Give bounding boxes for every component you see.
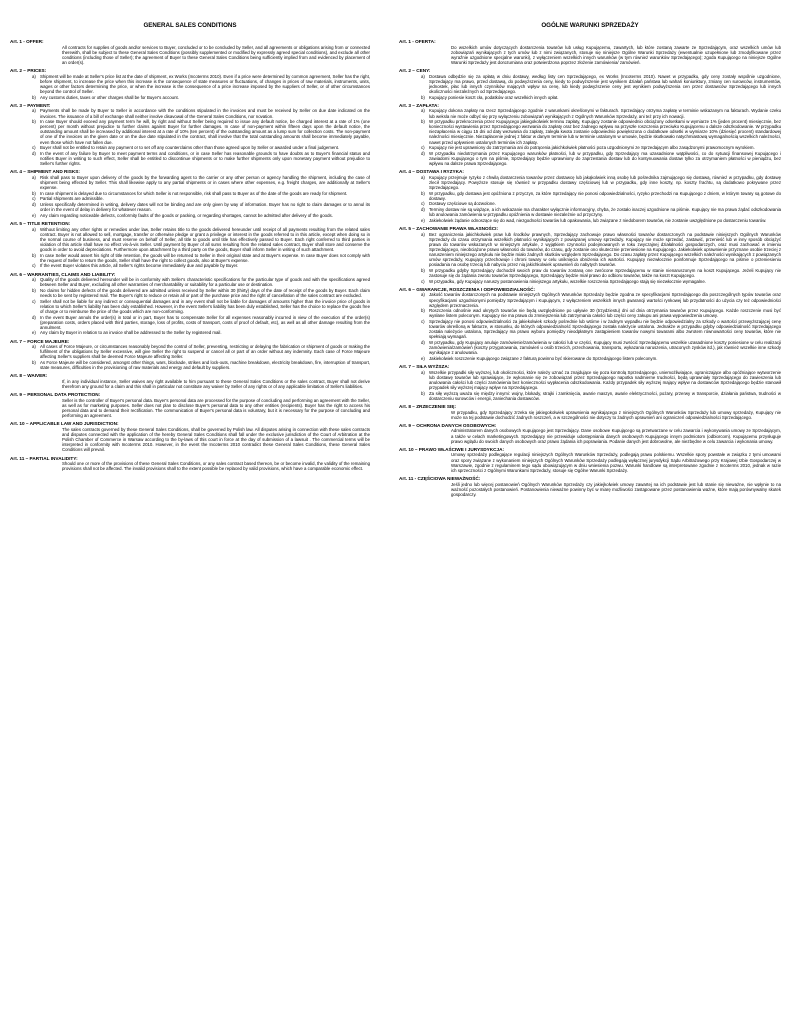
clause-text: Buyer shall not be entitled to retain any payment or to set off any counterclaims other than those agreed upon by Seller or awarded under a final judgement.: [40, 145, 340, 151]
article-8: [399, 404, 781, 420]
clause-text: Jakiekolwiek roszczenie Kupującego związane z fakturą powinno być skierowane do Sprzedającego listem poleconym.: [429, 355, 658, 361]
article-clause: [399, 175, 781, 190]
clause-label: c): [421, 201, 425, 207]
article-heading: Art. 2 – PRICES:: [10, 68, 47, 74]
clause-label: b): [421, 119, 425, 125]
article-heading: Art. 6 – WARRANTIES, CLAIMS AND LIABILITY:: [10, 271, 116, 277]
clause-label: d): [421, 207, 425, 213]
clause-text: Kupujący dokona zapłaty na rzecz Sprzedającego zgodnie z warunkami określonymi w fakturach. Sprzedający otrzyma zapłatę w terminie wskazanym na fakturach. Wydanie czeku lub weksla nie może odbyć się przy wyłączeniu zobowiązań wynikających z Ogólnych Warunków Sprzedaży, ani też przy ich nowacji.: [429, 108, 781, 119]
article-clause: [399, 308, 781, 318]
article-9: [10, 392, 370, 418]
article-9: [399, 423, 781, 444]
article-heading: Art. 9 – PERSONAL DATA PROTECTION:: [10, 392, 101, 398]
article-clause: [399, 292, 781, 307]
article-7: [399, 364, 781, 401]
clause-label: c): [32, 196, 36, 202]
clause-text: Any claim regarding noticeable defects, conformity faults of the goods or packing, or regarding shortages, cannot be admitted after delivery of the goods.: [40, 212, 333, 218]
clause-text: All cases of Force Majeure, or circumstances reasonably beyond the control of Seller, preventing, restricting or delaying the fabrication or shipment of goods or making the fulfilment of the obligations by Seller excessive, will give Seller the right to suspend or cancel all or part of an order without any indemnity. Each case of Force Majeure affecting Seller's suppliers shall be deemed Force Majeure affecting Seller.: [40, 344, 370, 360]
article-clause: [399, 74, 781, 94]
article-paragraph: The sales contracts governed by these General Sales Conditions, shall be governed by Polish law. All disputes arising in connection with these sales contracts and disputes connected with the application of the hereby General Sales Conditions shall fall under the exclusive jurisdiction of the Court of Arbitration at the Polish Chamber of Commerce in Warsaw according to the by-laws of this court in force at the day of submission of a lawsuit . The commercial terms will be interpreted in conformity with Incoterms 2010. However, in the event the Incoterms 2010 contradict these General Sales Conditions, these General Sales Conditions will prevail.: [62, 427, 370, 453]
clause-label: e): [32, 212, 36, 218]
article-clause: [10, 74, 370, 94]
polish-column: [399, 22, 781, 500]
clause-text: Payments shall be made by Buyer to Seller in accordance with the conditions stipulated in the invoices and must be received by Seller on due date indicated on the invoices. The issuance of a bill of exchange shall neither involve disavowal of the General Sales Conditions, nor novation.: [40, 108, 370, 119]
article-4: [10, 169, 370, 218]
clause-text: Wszelkie przypadki siły wyższej, lub okoliczności, które należy uznać za znajdujące się poza kontrolą Sprzedającego, uniemożliwiające, ograniczające albo opóźniające wytworzenie lub dostawę towarów lub sprawiające, że wykonanie się ze zobowiązań przez Sprzedającego napotka nadmierne trudności, będą uprawniały Sprzedającego do zawieszenia lub anulowania całości lub części zamówienia bez konieczności wypłacenia odszkodowania. Każdy przypadek siły wyższej mający wpływ na dostawców Sprzedającego będzie stanowił przypadek siły wyższej mający wpływ na Sprzedającego.: [429, 369, 781, 390]
article-clause: [10, 196, 370, 201]
article-clause: [399, 279, 781, 284]
clause-text: W przypadku, gdy Kupujący naruszy postanowienia niniejszego artykułu, wszelkie roszczenia Sprzedającego stają się niezwłocznie wymagalne.: [429, 278, 706, 284]
clause-label: a): [32, 226, 36, 232]
article-clause: [10, 95, 370, 100]
clause-label: a): [421, 231, 425, 237]
article-paragraph: Jeśli jedno lub więcej postanowień Ogólnych Warunków Sprzedaży czy jakiejkolwiek umowy zawartej na ich podstawie jest lub stanie się nieważne, nie wpłynie to na ważność pozostałych postanowień. Postanowienia nieważne powinny być w miarę możliwości zastąpowane przez postanowienia ważne, które mają porównywalny skutek gospodarczy.: [451, 481, 781, 497]
article-heading: Art. 5 – ZACHOWANIE PRAWA WŁASNOŚCI:: [399, 226, 499, 232]
clause-label: e): [32, 330, 36, 336]
article-clause: [399, 119, 781, 144]
clause-text: Kupujący nie jest uprawniony do zatrzymania ani do potrącenia jakichkolwiek płatności poza uzgodnionymi ze Sprzedającym albo zasądzonymi prawomocnym wyrokiem.: [429, 145, 755, 151]
article-11: [10, 456, 370, 472]
article-clause: [10, 299, 370, 314]
article-clause: [399, 268, 781, 278]
clause-text: Kupujący przejmuje ryzyko z chwilą dostarczenia towarów przez dostawcę lub jakąkolwiek inną osobę lub pośrednika zajmującego się dostawą, również w przypadku, gdy dostawę zlecił Sprzedający. Powyższe stosuje się również w przypadku dostawy częściowej lub w przypadku, gdy inne koszty, np. koszty frachtu, są dodatkowo pokrywane przez Sprzedającego.: [429, 174, 781, 191]
clause-text: Terminy dostaw nie są wiążące, a ich wskazanie ma charakter wyłącznie informacyjny, chyba, że zostało inaczej uzgodnione na piśmie. Kupujący nie ma prawa żądać odszkodowania lub anulowania zamówienia w przypadku opóźnienia w dostawie niezależnie od przyczyny.: [429, 207, 781, 218]
clause-text: Any claim by Buyer in relation to an invoice shall be addressed to the Seller by registered mail.: [40, 330, 222, 336]
article-heading: Art. 3 – PAYMENT:: [10, 102, 51, 108]
article-clause: [399, 95, 781, 100]
clause-label: c): [421, 278, 425, 284]
article-paragraph: All contracts for supplies of goods and/or services to Buyer, concluded or to be concluded by Seller, and all agreements or obligations arising from or connected therewith, shall be subject to these General Sales Conditions (possibly supplemented or modified by expressly agreed special conditions), and exclude all other conditions (including those of Seller); the agreement of Buyer to these General Sales Conditions being sufficiently implied from and evidenced by placement of an order(s).: [62, 44, 370, 65]
clause-label: b): [32, 360, 36, 366]
clause-label: a): [32, 73, 36, 79]
clause-text: W przypadku gdyby Sprzedający dochodził swoich praw do towarów zostaną one zwrócone Sprzedającemu w stanie nienaruszonym na koszt Kupującego. Jeżeli Kupujący nie zastosuje się do żądania zwrotu towarów Sprzedającego, Sprzedający będzie miał prawo do odbioru towarów, także na koszt Kupującego.: [429, 267, 781, 278]
article-3: [10, 103, 370, 166]
article-clause: [399, 319, 781, 339]
article-heading: Art. 4 – DOSTAWA I RYZYKA:: [399, 169, 464, 175]
clause-text: Bez ograniczenia jakichkolwiek praw lub środków prawnych, Sprzedający zachowuje prawo własności towarów dostarczonych na podstawie niniejszych Ogólnych Warunków Sprzedaży do czasu otrzymania wszelkich płatności wynikających z powiązanej umowy sprzedaży. Kupujący nie może sprzedać, zastawić, przenieść lub w inny sposób obciążyć prawa do towarów wskazanych w niniejszym artykule, z wyjątkiem czynności podejmowanych w toku zwyczajnej działalności gospodarczych, oraz musi zachować w imieniu Sprzedającego, nieobciążone prawo własności do towarów, do czasu, gdy zostanie ono skutecznie przeniesione na Kupującego. Jakiekolwiek uprawnienie przyznane osobie trzeciej z naruszeniem niniejszego artykułu nie będzie miało żadnych skutków względem Sprzedającego. Do czasu zapłaty przez Kupującego wszelkich należności wynikających z powiązanych umów sprzedaży, Kupujący przechowuje i chroni towary w celu uniknięcia obniżenia ich wartości. Kupujący niezwłocznie poinformuje Sprzedającego na piśmie o przeniesieniu posiadania na osobę trzecią lub nabyciu przez nią jakichkolwiek uprawnień do nabytych towarów.: [429, 231, 781, 268]
article-clause: [399, 151, 781, 166]
clause-label: d): [32, 314, 36, 320]
article-clause: [10, 315, 370, 330]
clause-text: Shipment will be made at Seller's price list at the date of shipment, ex Works (Incoterms 2010). Even if a price were determined by common agreement, Seller has the right, before shipment, to increase the price when this increase is the consequence of state measures or fluctuations, of changes in prices of raw materials, instruments, units, wages or other factors determining the price, or when the increase is the consequence of a price increase imposed by the suppliers of Seller, or of other circumstances beyond the control of Seller.: [40, 73, 370, 94]
article-clause: [399, 191, 781, 201]
clause-text: In case shipment is delayed due to circumstances for which Seller is not responsible, risk shall pass to Buyer as of the date of the goods are ready for shipment.: [40, 190, 348, 196]
article-clause: [399, 391, 781, 401]
article-paragraph: Seller is the controller of Buyer's personal data. Buyer's personal data are processed for the purpose of concluding and performing an agreement with the Seller, as well as for marketing purposes. Seller does not plan to disclose Buyer's personal data to any other entities (recipients). Buyer has the right to access his personal data and to demand their rectification. The communication of Buyer's personal data is voluntary, but it is necessary for the purpose of concluding and performing an agreement.: [62, 397, 370, 419]
article-paragraph: W przypadku, gdy Sprzedający zrzeka się jakiegokolwiek uprawnienia wynikającego z niniejszych Ogólnych Warunków Sprzedaży lub umowy sprzedaży, Kupujący nie może na tej podstawie dochodzić żadnych roszczeń, a w szczególności nie dotyczy to żadnych uprawnień ani ograniczeń odpowiedzialności Sprzedającego.: [451, 409, 781, 420]
clause-text: W przypadku, gdy dostawa jest opóźniona z przyczyn, za które Sprzedający nie ponosi odpowiedzialności, ryzyko przechodzi na Kupującego z dniem, w którym towary są gotowe do dostawy.: [429, 190, 781, 201]
article-clause: [10, 119, 370, 144]
article-heading: Art. 6 – GWARANCJE, ROSZCZENIA I ODPOWIEDZIALNOŚĆ:: [399, 286, 536, 292]
article-heading: Art. 11 – PARTIAL INVALIDITY:: [10, 455, 78, 461]
article-heading: Art. 4 – SHIPMENT AND RISKS:: [10, 169, 80, 175]
clause-text: In the event Buyer annuls the order(s) in total or in part, Buyer has to compensate Seller for all expenses reasonably incurred in view of the execution of the order(s) (preparation costs, orders placed with third parties, storage, loss of profits, costs of transport, costs of proof of default, etc), as well as all other damage resulting from the annulment.: [40, 314, 370, 330]
clause-text: Kupujący poniesie koszt cła, podatków oraz wszelkich innych opłat.: [429, 94, 559, 100]
article-8: [10, 373, 370, 389]
article-clause: [10, 288, 370, 298]
polish-title: OGÓLNE WARUNKI SPRZEDAŻY: [541, 22, 639, 29]
clause-text: Without limiting any other rights or remedies under law, Seller retains title to the goods delivered hereunder until receipt of all payments resulting from the related sales contract. Buyer is not allowed to sell, mortgage, transfer or otherwise pledge or grant a privilege or interest in the goods referred to in this article, except when doing so in the normal course of business, and must reserve on behalf of Seller, all title to goods until title has effectively passed to Buyer. Each right conferred to third parties in violation of this article shall have no effect vis-à-vis Seller. Until payment by Buyer of all sums resulting from the related sales contract, Buyer shall store and conserve the goods in order to avoid depreciations. Furthermore upon attachment by a third party on the goods, Buyer shall inform Seller in writing of such attachment.: [40, 226, 370, 252]
article-heading: Art. 1 - OFERTA:: [399, 39, 436, 44]
clause-text: As Force Majeure will be considered, amongst other things, wars, blockade, strikes and lock-outs, machine breakdown, electricity breakdown, fire, interruption of transport, state measures, difficulties in the provisioning of raw materials and energy and default by suppliers.: [40, 360, 370, 371]
article-clause: [399, 356, 781, 361]
article-heading: Art. 8 – WAIVER:: [10, 373, 48, 379]
clause-label: c): [421, 319, 425, 325]
article-6: [10, 272, 370, 336]
article-clause: [10, 213, 370, 218]
article-heading: Art. 9 – OCHRONA DANYCH OSOBOWYCH:: [399, 422, 497, 428]
article-clause: [10, 330, 370, 335]
clause-label: d): [32, 202, 36, 208]
clause-text: Dostawy częściowe są dozwolone.: [429, 201, 496, 207]
article-paragraph: Administratorem danych osobowych Kupującego jest Sprzedający. Dane osobowe Kupującego są przetwarzane w celu zawarcia i wykonywania umowy ze Sprzedającym, a także w celach marketingowych. Sprzedający nie przewiduje udostępniania danych osobowych Kupującego innym podmiotom (odbiorcom). Kupującemu przysługuje prawo wglądu do swoich danych osobowych oraz prawo żądania ich poprawiania. Podanie danych jest dobrowolne, ale niezbędne w celu zawarcia i wykonania umowy.: [451, 428, 781, 444]
article-heading: Art. 7 – FORCE MAJEURE:: [10, 338, 70, 344]
clause-label: b): [421, 190, 425, 196]
clause-label: b): [421, 267, 425, 273]
article-paragraph: Do wszelkich umów dotyczących dostarczenia towarów lub usług Kupującemu, zawartych, lub które zostaną zawarte ze Sprzedającym, oraz wszelkich umów lub zobowiązań wynikających z tych umów lub z nimi związanych, stosuje się niniejsze Ogólne Warunki Sprzedaży (ewentualnie uzupełnione lub zmodyfikowane przez wyraźnie uzgodnione specjalne warunki), z wyłączeniem wszelkich innych warunków (w tym również warunków Sprzedającego); zgoda Kupującego na niniejsze Ogólne Warunki Sprzedaży jest dorozumiana oraz potwierdzona poprzez złożenie zamówienia/ zamówień.: [451, 44, 781, 65]
clause-label: c): [32, 298, 36, 304]
article-clause: [399, 207, 781, 217]
clause-text: Risk shall pass to Buyer upon delivery of the goods by the forwarding agent to the carrier or any other person or agency handling the shipment, including the case of shipment being effected by Seller. This shall likewise apply to any partial shipments or in cases where other expenses, e.g. freight charges, are additionally at Seller's expense.: [40, 174, 370, 191]
clause-label: a): [32, 108, 36, 114]
clause-label: a): [421, 292, 425, 298]
article-heading: Art. 5 – TITLE RETENTION:: [10, 221, 71, 227]
clause-text: Roszczenia odnośnie wad ukrytych towarów nie będą uwzględnione po upływie 30 (trzydziestu) dni od dnia otrzymania towarów przez Kupującego. Każde roszczenie musi być wysłane listem poleconym. Kupujący nie ma prawa do zmniejszenia lub zatrzymania całości lub części ceny zakupu ani prawa wypowiedzenia umowy.: [429, 308, 781, 319]
clause-text: In the event of any failure by Buyer to meet payment terms and conditions, or in case Seller has reasonable grounds to have doubts as to Buyer's financial status and notifies Buyer in writing to such effect, Seller shall be entitled to discontinue shipments or to make further shipments only upon monetary payment without prejudice to Seller's further rights.: [40, 150, 370, 167]
article-heading: Art. 3 – ZAPŁATA:: [399, 102, 439, 108]
article-heading: Art. 10 – APPLICABLE LAW AND JURISDICTION:: [10, 421, 119, 427]
clause-label: c): [32, 263, 36, 269]
clause-text: Za siłę wyższą uważa się między innymi: wojny, blokady, strajki i zamknięcia, awarie maszyn, awarie elektryczności, pożary, przerwy w transporcie, działania państwa, trudności w dostarczeniu surowców i energii, zaniechania dostawców.: [429, 390, 781, 401]
clause-text: W przypadku niedotrzymania przez Kupującego warunków płatności, lub w przypadku, gdy Sprzedający ma uzasadnione wątpliwości, co do sytuacji finansowej Kupującego i zawiadomi Kupującego o tym na piśmie, Sprzedający będzie uprawniony do zaprzestania dostaw lub do kontynuowania dostaw tylko za otrzymaniem płatności w pieniądzu, bez wpływu na dalsze prawa Sprzedającego.: [429, 150, 781, 167]
clause-label: b): [32, 94, 36, 100]
article-11: [399, 476, 781, 497]
article-clause: [399, 232, 781, 268]
clause-label: d): [32, 150, 36, 156]
article-heading: Art. 8 – ZRZECZENIE SIĘ:: [399, 403, 457, 409]
english-column: [10, 22, 370, 475]
article-clause: [10, 253, 370, 263]
article-5: [399, 226, 781, 284]
article-clause: [10, 202, 370, 212]
article-10: [399, 447, 781, 473]
article-clause: [10, 344, 370, 359]
english-title: GENERAL SALES CONDITIONS: [143, 22, 237, 29]
clause-text: Jakość towarów dostarczonych na podstawie niniejszych Ogólnych Warunków Sprzedaży będzie zgodna ze specyfikacjami Sprzedającego dla poszczególnych typów towarów oraz specyfikacjami uzgodnionymi pomiędzy Sprzedającym i Kupującym, z wyłączeniem wszelkich innych gwarancji wartości rynkowej lub przydatności do użycia czy też odpowiedniości względem przeznaczenia.: [429, 292, 781, 308]
article-clause: [10, 175, 370, 190]
clause-label: b): [421, 308, 425, 314]
clause-text: Seller shall not be liable for any indirect or consequential damages and in any event shall not be liable for damages of amounts higher than the invoice price of goods in relation to which Seller's liability has been duly established. However, in the event Seller's liability has been duly established, Seller has the choice to replace the goods free of charge or to reimburse the price of the goods which are non-conforming.: [40, 298, 370, 314]
article-clause: [10, 263, 370, 268]
article-2: [399, 68, 781, 100]
article-clause: [399, 201, 781, 206]
article-7: [10, 339, 370, 371]
clause-label: c): [421, 145, 425, 151]
article-clause: [10, 360, 370, 370]
article-clause: [399, 108, 781, 118]
clause-label: c): [32, 145, 36, 151]
clause-label: a): [32, 277, 36, 283]
clause-label: a): [32, 344, 36, 350]
article-3: [399, 103, 781, 166]
polish-articles: [399, 39, 781, 497]
clause-label: d): [421, 339, 425, 345]
english-articles: [10, 39, 370, 471]
article-clause: [10, 191, 370, 196]
clause-text: W przypadku, gdy Kupujący anuluje zamówienie/zamówienia w całości lub w części, Kupujący musi zwrócić Sprzedającemu wszelkie uzasadnione koszty poniesione w celu realizacji zamówienia/zamówień (koszty przygotowania, zamówień u osób trzecich, przechowania, transportu, wykazania naruszenia, utraconych zysków itd.), jak również wszelkie inne szkody wynikające z anulowania.: [429, 339, 781, 356]
article-10: [10, 421, 370, 452]
clause-label: d): [421, 150, 425, 156]
article-heading: Art. 1 - OFFER:: [10, 39, 44, 44]
clause-label: b): [421, 390, 425, 396]
clause-label: a): [421, 73, 425, 79]
clause-label: a): [421, 108, 425, 114]
article-clause: [399, 340, 781, 355]
article-heading: Art. 11 - CZĘŚCIOWA NIEWAŻNOŚĆ:: [399, 475, 481, 481]
clause-text: In case Buyer should exceed any payment term he will, by right and without Seller being required to issue any default notice, be charged interest at a rate of 1% (one percent) per month without prejudice to further claims against Buyer for further damages. In case of non-payment within fifteen days upon the default notice, the outstanding amount shall be increased by additional interest at a rate of 10% (ten percent) of the outstanding amount as a lump sum for collection costs. The non-payment of one of the invoices on the given date or on the due date stipulated in the contract, shall involve that the total outstanding amounts shall become immediately payable, even those which have not fallen due.: [40, 119, 370, 145]
article-6: [399, 287, 781, 361]
clause-label: b): [32, 190, 36, 196]
clause-text: W przypadku przekroczenia przez Kupującego jakiegokolwiek terminu zapłaty, Kupujący zostanie odpowiednio obciążony odsetkami w wymiarze 1% (jeden procent) miesięcznie, bez konieczności wystawienia przez Sprzedającego wezwania do zapłaty oraz bez żadnego wpływu na przyszłe roszczenia przeciwko Kupującemu o dalsze odszkodowanie. W przypadku niezapłacenia w ciągu 15 dni od daty wezwania do zapłaty, zaległa kwota zostanie odpowiednio powiększona o dodatkowe odsetki w wymiarze 10% (dziesięć procent) standardowej należności miesięcznie. Niezapłacenie jednej z faktur w danym terminie lub w terminie ustalonym w umowie, będzie skutkowało natychmiastową wymagalnością wszelkich należności, nawet przed upływniem ustalonych terminów ich zapłaty.: [429, 119, 781, 145]
article-1: [399, 39, 781, 65]
article-1: [10, 39, 370, 65]
article-heading: Art. 7 – SIŁA WYŻSZA:: [399, 364, 450, 370]
clause-label: b): [421, 94, 425, 100]
clause-text: If the event Buyer violates this article, all Seller's rights become immediately due and payable by Buyer.: [40, 263, 239, 269]
article-2: [10, 68, 370, 100]
clause-label: b): [32, 119, 36, 125]
article-5: [10, 221, 370, 268]
article-clause: [10, 145, 370, 150]
article-clause: [10, 227, 370, 252]
article-paragraph: Umowy sprzedaży podlegające regulacji niniejszych Ogólnych Warunków Sprzedaży, podlegają prawu polskiemu. Wszelkie spory powstałe w związku z tymi umowami oraz spory związane z wykonaniem niniejszych Ogólnych Warunków Sprzedaży podlegają wyłącznej jurysdykcji Sądu Arbitrażowego przy Krajowej Izbie Gospodarczej w Warszawie, zgodnie z regulaminem tego sądu obowiązującym w dniu wniesienia pozwu. Warunki handlowe są interpretowane zgodnie z Incoterms 2010, jednak w razie ich sprzeczności z Ogólnymi Warunkami Sprzedaży, stosuje się Ogólne Warunki Sprzedaży.: [451, 452, 781, 473]
clause-text: Any customs duties, taxes or other charges shall be for Buyer's account.: [40, 94, 179, 100]
clause-text: No claims for hidden defects of the goods delivered are admitted unless received by Seller within 30 (thirty) days of the date of receipt of the goods by Buyer. Each claim needs to be sent by registered mail. The Buyer's right to reduce or retain all or part of the purchase price and the right of cancellation of the sales contract are excluded.: [40, 288, 370, 299]
clause-text: Dostawa odbędzie się za opłatą w dniu dostawy, według listy cen Sprzedającego, ex Works (Incoterms 2010). Nawet w przypadku, gdy ceny zostały wspólnie uzgodnione, Sprzedający ma prawo, przed dostawą, do podwyższenia ceny, kiedy to podwyższenie jest wynikiem działań państwa lub wahań koniunktury, zmiany cen surowców, instrumentów, jednostek, płac lub innych czynników mających wpływ na cenę, lub kiedy podwyższenie ceny jest wynikiem podwyższenia cen przez dostawców Sprzedającego lub innych okoliczności niezależnych od Sprzedającego.: [429, 73, 781, 94]
article-paragraph: If, in any individual instance, Seller waives any right available to him pursuant to these General Sales Conditions or the sales contract, Buyer shall not derive therefrom any ground for a claim and this shall in particular not constitute any waiver by Seller of any rights or of any applicable limitation of Seller's liabilities.: [62, 379, 370, 390]
clause-text: Unless specifically determined in writing, delivery dates will not be binding and are only given by way of information. Buyer has no right to claim damages or to annul its order in the event of delay in delivery for whatever reason.: [40, 202, 370, 213]
article-clause: [10, 108, 370, 118]
article-clause: [10, 151, 370, 166]
clause-text: In case Seller would assert his right of title retention, the goods will be returned to Seller in their original state and at Buyer's expense. In case Buyer does not comply with the request of Seller to return the goods, Seller shall have the right to collect goods, also at Buyer's expense.: [40, 252, 370, 263]
article-paragraph: Should one or more of the provisions of these General Sales Conditions, or any sales contract based thereon, be or become invalid, the validity of the remaining provisions shall not be affected. The invalid provisions shall to the extent possible be replaced by valid provisions, which have a comparable economic effect.: [62, 461, 370, 472]
clause-label: e): [421, 217, 425, 223]
clause-label: a): [421, 369, 425, 375]
clause-text: Jakiekolwiek żądanie odnoszące się do wad, niezgodności towarów lub opakowania, lub związane z niedoborem towarów, nie zostanie uwzględnione po dostarczeniu towarów.: [429, 217, 767, 223]
clause-label: a): [421, 174, 425, 180]
article-clause: [10, 277, 370, 287]
article-clause: [399, 145, 781, 150]
article-clause: [399, 218, 781, 223]
article-heading: Art. 10 – PRAWO WŁAŚCIWE I JURYSDYKCJA:: [399, 446, 505, 452]
clause-text: Sprzedający nie ponosi odpowiedzialności za jakiekolwiek szkody pośrednie lub wtórne i w żadnym wypadku nie będzie odpowiedzialny za szkody o wartości przewyższającej cenę towarów określoną w fakturze, w stosunku, do których odpowiedzialność Sprzedającego została należycie ustalona. Jednakże w przypadku gdyby odpowiedzialność Sprzedającego została należycie ustalona, Sprzedający ma prawo wyboru pomiędzy nieodpłatnym zastąpieniem towarów nowymi towarami albo zwrotem równowartości ceny towarów, które nie spełniają wymagań.: [429, 319, 781, 340]
clause-label: b): [32, 288, 36, 293]
clause-text: Partial shipments are admissible.: [40, 196, 104, 202]
clause-label: b): [32, 252, 36, 258]
article-heading: Art. 2 – CENY:: [399, 68, 431, 74]
clause-label: a): [32, 174, 36, 180]
article-clause: [399, 370, 781, 390]
article-4: [399, 169, 781, 223]
clause-text: Quality of the goods delivered hereunder will be in conformity with Seller's characteristic specifications for the particular type of goods and with the specifications agreed between Seller and Buyer, excluding all other warranties of merchantability or suitability for a particular use or destination.: [40, 277, 370, 288]
clause-label: e): [421, 355, 425, 361]
